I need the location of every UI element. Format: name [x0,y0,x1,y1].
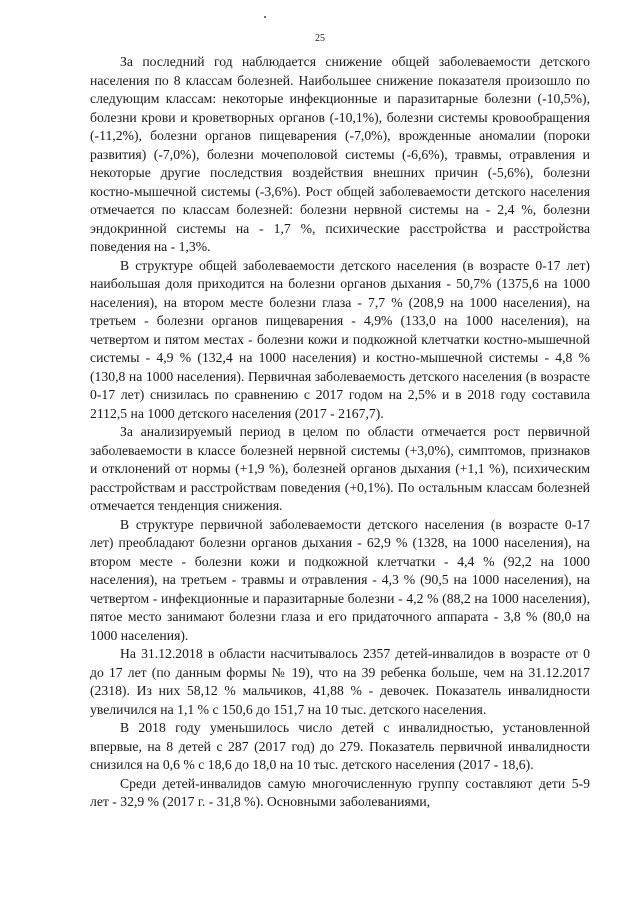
paragraph-primary-morbidity-structure: В структуре первичной заболеваемости детского населения (в возрасте 0-17 лет) преобладают болезни органов дыхания - 62,9 % (1328, на 1000 населения), на втором месте - болезни кожи и подкожной клетчатки - 4,4 % (92,2 на 1000 населения), на третьем - травмы и отравления - 4,3 % (90,5 на 1000 населения), на четвертом - инфекционные и паразитарные болезни - 4,2 % (88,2 на 1000 населения), пятое место занимают болезни глаза и его придаточного аппарата - 3,8 % (80,0 на 1000 населения). [90,516,590,643]
paragraph-primary-disability: В 2018 году уменьшилось число детей с инвалидностью, установленной впервые, на 8 детей с 287 (2017 год) до 279. Показатель первичной инвалидности снизился на 0,6 % с 18,6 до 18,0 на 10 тыс. детского населения (2017 - 18,6). [90,720,590,772]
paragraph-primary-morbidity-growth: За анализируемый период в целом по области отмечается рост первичной заболеваемости в классе болезней нервной системы (+3,0%), симптомов, признаков и отклонений от нормы (+1,9 %), болезней органов дыхания (+1,1 %), психическим расстройствам и расстройствам поведения (+0,1%). По остальным классам болезней отмечается тенденция снижения. [90,424,590,513]
page-number: 25 [315,33,325,44]
document-body [90,53,590,812]
paragraph-disabled-children-count: На 31.12.2018 в области насчитывалось 2357 детей-инвалидов в возрасте от 0 до 17 лет (по данным формы № 19), что на 39 ребенка больше, чем на 31.12.2017 (2318). Из них 58,12 % мальчиков, 41,88 % - девочек. Показатель инвалидности увеличился на 1,1 % с 150,6 до 151,7 на 10 тыс. детского населения. [90,646,590,717]
paragraph-general-morbidity-structure: В структуре общей заболеваемости детского населения (в возрасте 0-17 лет) наибольшая доля приходится на болезни органов дыхания - 50,7% (1375,6 на 1000 населения), на втором месте болезни глаза - 7,7 % (208,9 на 1000 населения), на третьем - болезни органов пищеварения - 4,9% (133,0 на 1000 населения), на четвертом и пятом местах - болезни кожи и подкожной клетчатки костно-мышечной системы - 4,9 % (132,4 на 1000 населения) и костно-мышечной системы - 4,8 % (130,8 на 1000 населения). Первичная заболеваемость детского населения (в возрасте 0-17 лет) снизилась по сравнению с 2017 годом на 2,5% и в 2018 году составила 2112,5 на 1000 детского населения (2017 - 2167,7). [90,257,590,421]
paragraph-general-morbidity-decrease: За последний год наблюдается снижение общей заболеваемости детского населения по 8 классам болезней. Наибольшее снижение показателя произошло по следующим классам: некоторые инфекционные и паразитарные болезни (-10,5%), болезни крови и кроветворных органов (-10,1%), болезни системы кровообращения (-11,2%), болезни органов пищеварения (-7,0%), врожденные аномалии (пороки развития) (-7,0%), болезни мочеполовой системы (-6,6%), травмы, отравления и некоторые другие последствия воздействия внешних причин (-5,6%), болезни костно-мышечной системы (-3,6%). Рост общей заболеваемости детского населения отмечается по классам болезней: болезни нервной системы на - 2,4 %, болезни эндокринной системы на - 1,7 %, психические расстройства и расстройства поведения на - 1,3%. [90,54,590,254]
scan-artifact-dot [264,16,266,18]
paragraph-age-groups: Среди детей-инвалидов самую многочисленную группу составляют дети 5-9 лет - 32,9 % (2017 г. - 31,8 %). Основными заболеваниями, [90,775,590,809]
